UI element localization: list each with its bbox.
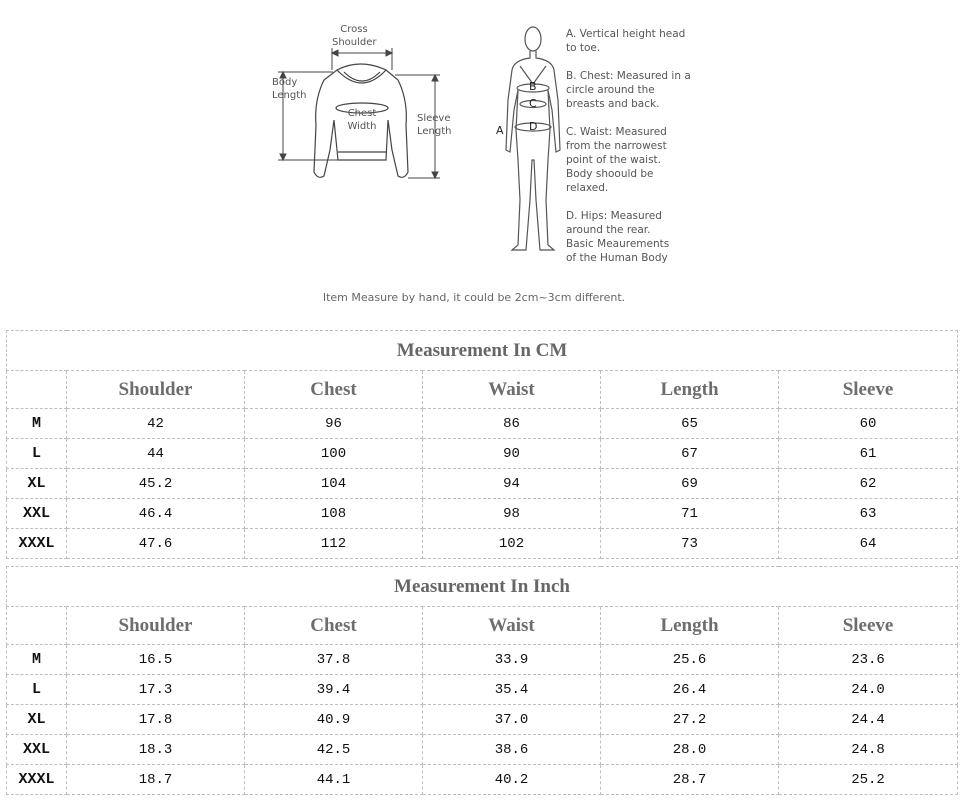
body-letter-a: A xyxy=(496,124,504,137)
cross-shoulder-label: Cross Shoulder xyxy=(332,24,377,48)
value-cell: 47.6 xyxy=(67,529,245,559)
header-cell: Chest xyxy=(245,607,423,645)
value-cell: 18.7 xyxy=(67,765,245,795)
cm-table-title: Measurement In CM xyxy=(7,331,958,371)
size-cell: XXL xyxy=(7,499,67,529)
size-cell: XL xyxy=(7,705,67,735)
value-cell: 17.8 xyxy=(67,705,245,735)
header-cell: Sleeve xyxy=(779,607,958,645)
size-cell: XXXL xyxy=(7,765,67,795)
value-cell: 33.9 xyxy=(423,645,601,675)
value-cell: 96 xyxy=(245,409,423,439)
chest-width-label: Chest Width xyxy=(347,108,377,132)
value-cell: 69 xyxy=(601,469,779,499)
table-row xyxy=(7,675,958,705)
value-cell: 24.0 xyxy=(779,675,958,705)
value-cell: 16.5 xyxy=(67,645,245,675)
inch-header-row xyxy=(7,607,958,645)
legend-item-a: A. Vertical height head to toe. xyxy=(566,28,686,54)
value-cell: 64 xyxy=(779,529,958,559)
value-cell: 90 xyxy=(423,439,601,469)
table-row xyxy=(7,469,958,499)
table-row xyxy=(7,705,958,735)
value-cell: 104 xyxy=(245,469,423,499)
value-cell: 26.4 xyxy=(601,675,779,705)
legend-item-b: B. Chest: Measured in a circle around the breasts and back. xyxy=(566,70,691,110)
table-row xyxy=(7,529,958,559)
value-cell: 65 xyxy=(601,409,779,439)
body-letter-d: D xyxy=(529,120,538,133)
garment-and-body-drawing xyxy=(0,0,962,320)
header-cell: Shoulder xyxy=(67,371,245,409)
legend-item-d: D. Hips: Measured around the rear. Basic Meaurements of the Human Body xyxy=(566,210,670,264)
header-cell: Waist xyxy=(423,371,601,409)
size-cell: L xyxy=(7,675,67,705)
inch-table xyxy=(6,566,957,795)
body-letter-b: B xyxy=(529,80,537,93)
table-row xyxy=(7,645,958,675)
body-length-label: Body Length xyxy=(272,77,307,101)
value-cell: 108 xyxy=(245,499,423,529)
inch-table-title: Measurement In Inch xyxy=(7,567,958,607)
sleeve-length-label: Sleeve Length xyxy=(417,113,452,137)
value-cell: 86 xyxy=(423,409,601,439)
value-cell: 17.3 xyxy=(67,675,245,705)
value-cell: 60 xyxy=(779,409,958,439)
value-cell: 23.6 xyxy=(779,645,958,675)
value-cell: 42.5 xyxy=(245,735,423,765)
table-row xyxy=(7,409,958,439)
value-cell: 18.3 xyxy=(67,735,245,765)
cm-table xyxy=(6,330,957,559)
size-cell: L xyxy=(7,439,67,469)
header-cell: Shoulder xyxy=(67,607,245,645)
value-cell: 94 xyxy=(423,469,601,499)
value-cell: 25.6 xyxy=(601,645,779,675)
value-cell: 39.4 xyxy=(245,675,423,705)
body-figure-icon xyxy=(506,27,560,250)
value-cell: 71 xyxy=(601,499,779,529)
value-cell: 28.7 xyxy=(601,765,779,795)
value-cell: 46.4 xyxy=(67,499,245,529)
value-cell: 63 xyxy=(779,499,958,529)
value-cell: 44 xyxy=(67,439,245,469)
value-cell: 102 xyxy=(423,529,601,559)
value-cell: 98 xyxy=(423,499,601,529)
value-cell: 40.9 xyxy=(245,705,423,735)
header-cell: Chest xyxy=(245,371,423,409)
value-cell: 24.8 xyxy=(779,735,958,765)
size-cell: XXXL xyxy=(7,529,67,559)
header-cell xyxy=(7,371,67,409)
size-cell: M xyxy=(7,645,67,675)
size-cell: XL xyxy=(7,469,67,499)
value-cell: 100 xyxy=(245,439,423,469)
header-cell xyxy=(7,607,67,645)
table-row xyxy=(7,499,958,529)
value-cell: 112 xyxy=(245,529,423,559)
header-cell: Waist xyxy=(423,607,601,645)
value-cell: 37.8 xyxy=(245,645,423,675)
value-cell: 37.0 xyxy=(423,705,601,735)
value-cell: 35.4 xyxy=(423,675,601,705)
value-cell: 73 xyxy=(601,529,779,559)
value-cell: 45.2 xyxy=(67,469,245,499)
value-cell: 44.1 xyxy=(245,765,423,795)
size-cell: XXL xyxy=(7,735,67,765)
value-cell: 61 xyxy=(779,439,958,469)
body-letter-c: C xyxy=(529,97,537,110)
value-cell: 67 xyxy=(601,439,779,469)
header-cell: Sleeve xyxy=(779,371,958,409)
value-cell: 25.2 xyxy=(779,765,958,795)
value-cell: 27.2 xyxy=(601,705,779,735)
value-cell: 28.0 xyxy=(601,735,779,765)
table-row xyxy=(7,735,958,765)
header-cell: Length xyxy=(601,607,779,645)
cm-header-row xyxy=(7,371,958,409)
table-row xyxy=(7,765,958,795)
value-cell: 62 xyxy=(779,469,958,499)
value-cell: 24.4 xyxy=(779,705,958,735)
measurement-illustration xyxy=(0,0,962,320)
measurement-note: Item Measure by hand, it could be 2cm~3cm different. xyxy=(322,291,626,304)
table-row xyxy=(7,439,958,469)
value-cell: 38.6 xyxy=(423,735,601,765)
header-cell: Length xyxy=(601,371,779,409)
size-cell: M xyxy=(7,409,67,439)
value-cell: 40.2 xyxy=(423,765,601,795)
legend-item-c: C. Waist: Measured from the narrowest point of the waist. Body shoould be relaxed. xyxy=(566,126,667,194)
value-cell: 42 xyxy=(67,409,245,439)
